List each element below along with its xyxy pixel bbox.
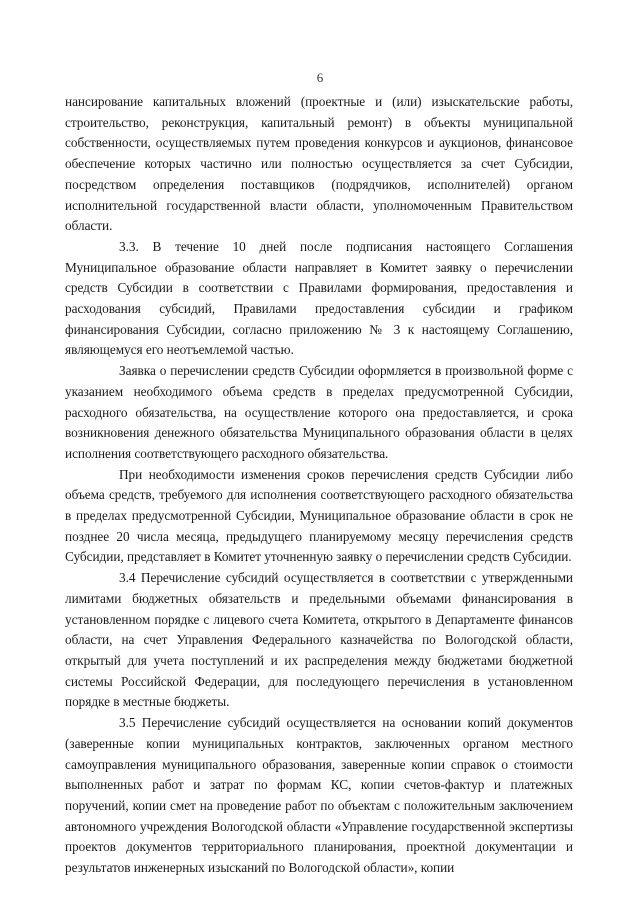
paragraph-schedule-change: При необходимости изменения сроков перечисления средств Субсидии либо объема средств, требуемого для исполнения соответствующего расходного обязательства в пределах предусмотренной Субсидии, Муниципальное образование области в срок не позднее 20 числа месяца, предыдущего планируемому месяцу перечисления средств Субсидии, представляет в Комитет уточненную заявку о перечислении средств Субсидии. — [65, 466, 573, 565]
paragraph-application-form: Заявка о перечислении средств Субсидии оформляется в произвольной форме с указанием необходимого объема средств в пределах предусмотренной Субсидии, расходного обязательства, на осуществление которого она предоставляется, и срока возникновения денежного обязательства Муниципального образования области в целях исполнения соответствующего расходного обязательства. — [65, 363, 573, 461]
paragraph-3-5: 3.5 Перечисление субсидий осуществляется на основании копий документов (заверенные копии муниципальных контрактов, заключенных органом местного самоуправления муниципального образования, заверенные копии справок о стоимости выполненных работ и затрат по формам КС, копии счетов-фактур и платежных поручений, копии смет на проведение работ по объектам с положительным заключением автономного учреждения Вологодской области «Управление государственной экспертизы проектов документов территориального планирования, проектной документации и результатов инженерных изысканий по Вологодской области», копии — [65, 715, 573, 876]
paragraph-3-3: 3.3. В течение 10 дней после подписания настоящего Соглашения Муниципальное образование области направляет в Комитет заявку о перечислении средств Субсидии в соответствии с Правилами формирования, предоставления и расходования субсидий, Правилами предоставления субсидии и графиком финансирования Субсидии, согласно приложению № 3 к настоящему Соглашению, являющемуся его неотъемлемой частью. — [65, 238, 573, 358]
document-body — [65, 92, 573, 879]
paragraph-continuation: нансирование капитальных вложений (проектные и (или) изыскательские работы, строительство, реконструкция, капитальный ремонт) в объекты муниципальной собственности, осуществляемых путем проведения конкурсов и аукционов, финансовое обеспечение которых частично или полностью осуществляется за счет Субсидии, посредством определения поставщиков (подрядчиков, исполнителей) органом исполнительной государственной власти области, уполномоченным Правительством области. — [65, 94, 573, 234]
page-number: 6 — [316, 70, 324, 85]
paragraph-3-4: 3.4 Перечисление субсидий осуществляется в соответствии с утвержденными лимитами бюджетных обязательств и предельными объемами финансирования в установленном порядке с лицевого счета Комитета, открытого в Департаменте финансов области, на счет Управления Федерального казначейства по Вологодской области, открытый для учета поступлений и их распределения между бюджетами бюджетной системы Российской Федерации, для последующего перечисления в установленном порядке в местные бюджеты. — [65, 570, 573, 710]
